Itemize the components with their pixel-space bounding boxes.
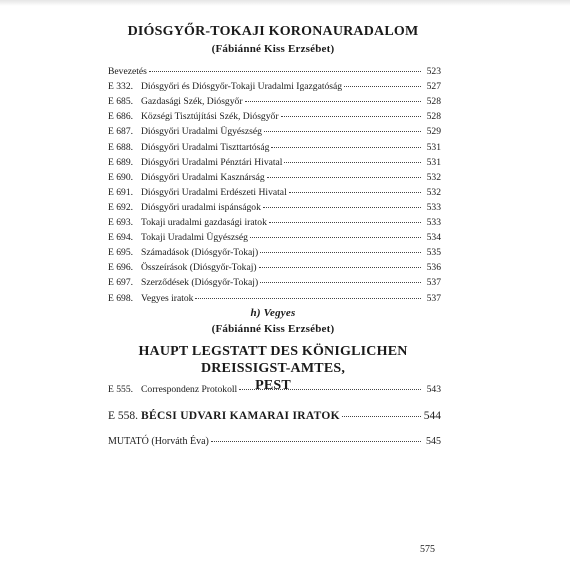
section-title: DIÓSGYŐR-TOKAJI KORONAURADALOM — [127, 24, 419, 39]
toc-leader-dots — [264, 130, 421, 132]
toc-entry-page: 527 — [426, 81, 441, 93]
toc-leader-dots — [149, 70, 421, 72]
toc-entry-page: 545 — [426, 436, 441, 447]
toc-entry-title: Bevezetés — [108, 66, 147, 77]
toc-entry-code: E 690. — [108, 171, 134, 183]
page-number: 575 — [420, 544, 435, 555]
toc-leader-dots — [344, 85, 421, 87]
toc-entry-title: Diósgyőri Uradalmi Pénztári Hivatal — [141, 156, 283, 168]
toc-entry — [108, 293, 441, 307]
toc-entry — [108, 217, 441, 231]
toc-entry — [108, 247, 441, 261]
toc-entry-code: E 691. — [108, 186, 134, 198]
toc-entry-page: 533 — [426, 201, 441, 213]
toc-leader-dots — [281, 115, 421, 117]
toc-entry-title: Diósgyőri Uradalmi Tiszttartóság — [141, 141, 270, 153]
toc-entry — [108, 262, 441, 276]
toc-entry-title: Gazdasági Szék, Diósgyőr — [141, 96, 243, 108]
toc-entry — [108, 384, 441, 398]
toc-entry-code: E 686. — [108, 111, 134, 123]
toc-leader-dots — [245, 100, 421, 102]
section-title-2-line2: PEST — [255, 378, 291, 393]
toc-leader-dots — [263, 206, 421, 208]
toc-entry — [108, 81, 441, 95]
toc-entry-code: E 692. — [108, 201, 134, 213]
page-top-edge — [0, 0, 570, 6]
toc-leader-dots — [289, 191, 421, 193]
toc-entry — [108, 202, 441, 216]
toc-entry — [108, 187, 441, 201]
toc-entry-title: Diósgyőri Uradalmi Erdészeti Hivatal — [141, 186, 287, 198]
toc-leader-dots — [260, 281, 421, 283]
toc-entry-title: MUTATÓ (Horváth Éva) — [108, 436, 209, 447]
toc-entry-page: 536 — [426, 262, 441, 274]
toc-entry-title: Vegyes iratok — [141, 292, 194, 304]
toc-entry-code: E 695. — [108, 247, 134, 259]
toc-entry-title: Számadások (Diósgyőr-Tokaj) — [141, 247, 259, 259]
toc-entry-page: 532 — [426, 171, 441, 183]
toc-leader-dots — [271, 146, 421, 148]
toc-entry-code: E 697. — [108, 277, 134, 289]
toc-entry — [108, 277, 441, 291]
toc-entry-title: Diósgyőri uradalmi ispánságok — [141, 201, 261, 213]
toc-entry-code: E 693. — [108, 217, 134, 228]
toc-entry-code: E 694. — [108, 232, 134, 244]
toc-entry-title: Diósgyőri Uradalmi Kasznárság — [141, 171, 265, 183]
toc-entry-title: Diósgyőri Uradalmi Ügyészség — [141, 126, 262, 138]
toc-entry — [108, 172, 441, 186]
toc-entry-code: E 332. — [108, 81, 134, 93]
toc-entry-code: E 696. — [108, 262, 134, 274]
toc-entry-title: Községi Tisztújítási Szék, Diósgyőr — [141, 111, 279, 123]
toc-entry — [108, 96, 441, 110]
subsection-author: (Fábiánné Kiss Erzsébet) — [211, 323, 335, 335]
toc-entry-page: 543 — [426, 384, 441, 395]
section-author: (Fábiánné Kiss Erzsébet) — [211, 43, 335, 55]
toc-entry-code: E 698. — [108, 292, 134, 304]
toc-entry-page: 544 — [423, 410, 441, 422]
toc-entry-page: 529 — [426, 126, 441, 138]
toc-leader-dots — [267, 176, 421, 178]
section-title-2-line1: HAUPT LEGSTATT DES KÖNIGLICHEN DREISSIGST-AMTES, — [138, 344, 408, 376]
toc-entry-title: Diósgyőri és Diósgyőr-Tokaji Uradalmi Igazgatóság — [141, 81, 343, 93]
toc-entry-code: E 555. — [108, 384, 134, 395]
toc-entry-page: 533 — [426, 217, 441, 228]
toc-entry-title: Tokaji uradalmi gazdasági iratok — [141, 217, 267, 228]
toc-entry-page: 531 — [426, 156, 441, 168]
toc-entry — [108, 232, 441, 246]
toc-entry-title: Tokaji Uradalmi Ügyészség — [141, 232, 248, 244]
toc-entry-code: E 687. — [108, 126, 134, 138]
toc-leader-dots — [259, 266, 421, 268]
toc-entry — [108, 157, 441, 171]
toc-entry-code: E 685. — [108, 96, 134, 108]
toc-leader-dots — [260, 251, 421, 253]
toc-entry — [108, 410, 441, 424]
toc-leader-dots — [239, 388, 421, 390]
toc-entry-page: 532 — [426, 186, 441, 198]
toc-leader-dots — [342, 415, 421, 417]
toc-entry-title: BÉCSI UDVARI KAMARAI IRATOK — [141, 410, 340, 422]
toc-entry — [108, 142, 441, 156]
toc-leader-dots — [211, 440, 421, 442]
toc-entry-page: 528 — [426, 96, 441, 108]
subsection-title: h) Vegyes — [250, 307, 296, 319]
toc-entry-page: 531 — [426, 141, 441, 153]
toc-entry-page: 535 — [426, 247, 441, 259]
toc-entry-page: 534 — [426, 232, 441, 244]
toc-entry — [108, 126, 441, 140]
toc-entry — [108, 111, 441, 125]
toc-leader-dots — [269, 221, 421, 223]
toc-leader-dots — [195, 297, 421, 299]
toc-entry-code: E 688. — [108, 141, 134, 153]
toc-entry-page: 528 — [426, 111, 441, 123]
toc-entry — [108, 66, 441, 80]
toc-entry-page: 537 — [426, 277, 441, 289]
toc-entry-title: Correspondenz Protokoll — [141, 384, 238, 395]
toc-leader-dots — [250, 236, 421, 238]
toc-entry-title: Összeírások (Diósgyőr-Tokaj) — [141, 262, 257, 274]
toc-entry-page: 523 — [426, 66, 441, 77]
toc-entry — [108, 436, 441, 450]
toc-entry-code: E 558. — [108, 410, 139, 422]
toc-leader-dots — [284, 161, 421, 163]
toc-entry-code: E 689. — [108, 156, 134, 168]
toc-entry-title: Szerződések (Diósgyőr-Tokaj) — [141, 277, 259, 289]
toc-entry-page: 537 — [426, 292, 441, 304]
